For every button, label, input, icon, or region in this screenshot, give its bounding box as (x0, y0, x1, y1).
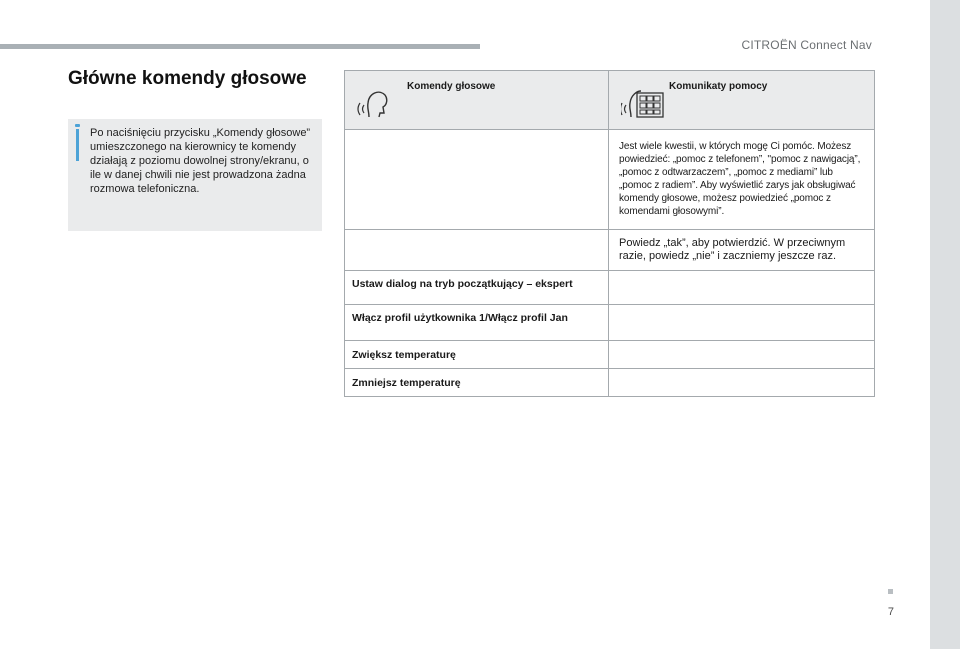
header-help-messages-label: Komunikaty pomocy (669, 81, 768, 92)
header-rule (0, 44, 480, 49)
command-cell: Zmniejsz temperaturę (345, 369, 609, 397)
table-row (345, 271, 875, 305)
command-cell (345, 230, 609, 271)
info-box (68, 119, 322, 231)
table-header-row (345, 71, 875, 130)
end-mark (888, 589, 893, 594)
table-row (345, 130, 875, 230)
help-cell (609, 341, 875, 369)
table-row (345, 230, 875, 271)
brand-label: CITROËN Connect Nav (741, 38, 872, 52)
info-text: Po naciśnięciu przycisku „Komendy głosowe” umieszczonego na kierownicy te komendy działają z poziomu dowolnej strony/ekranu, o ile w danej chwili nie jest prowadzona żadna rozmowa telefoniczna. (90, 127, 311, 195)
side-strip (930, 0, 960, 649)
command-cell: Ustaw dialog na tryb początkujący – ekspert (345, 271, 609, 305)
voice-head-icon (357, 83, 389, 119)
header-voice-commands (345, 71, 609, 130)
voice-keypad-icon (621, 83, 665, 119)
page-title: Główne komendy głosowe (68, 68, 307, 89)
help-cell: Jest wiele kwestii, w których mogę Ci pomóc. Możesz powiedzieć: „pomoc z telefonem”, ''pomoc z nawigacją”, „pomoc z odtwarzaczem”, „pomoc z mediami” lub „pomoc z radiem”. Aby wyświetlić zarys jak obsługiwać komendy głosowe, możesz powiedzieć „pomoc z komendami głosowymi”. (609, 130, 875, 230)
help-cell: Powiedz „tak”, aby potwierdzić. W przeciwnym razie, powiedz „nie” i zaczniemy jeszcze raz. (609, 230, 875, 271)
help-cell (609, 271, 875, 305)
table-row (345, 369, 875, 397)
page-number: 7 (887, 606, 894, 618)
help-cell (609, 369, 875, 397)
command-cell (345, 130, 609, 230)
voice-commands-table (344, 70, 875, 397)
help-cell (609, 305, 875, 341)
table-row (345, 305, 875, 341)
header-help-messages (609, 71, 875, 130)
header-voice-commands-label: Komendy głosowe (407, 81, 496, 92)
table-row (345, 341, 875, 369)
command-cell: Włącz profil użytkownika 1/Włącz profil Jan (345, 305, 609, 341)
command-cell: Zwiększ temperaturę (345, 341, 609, 369)
